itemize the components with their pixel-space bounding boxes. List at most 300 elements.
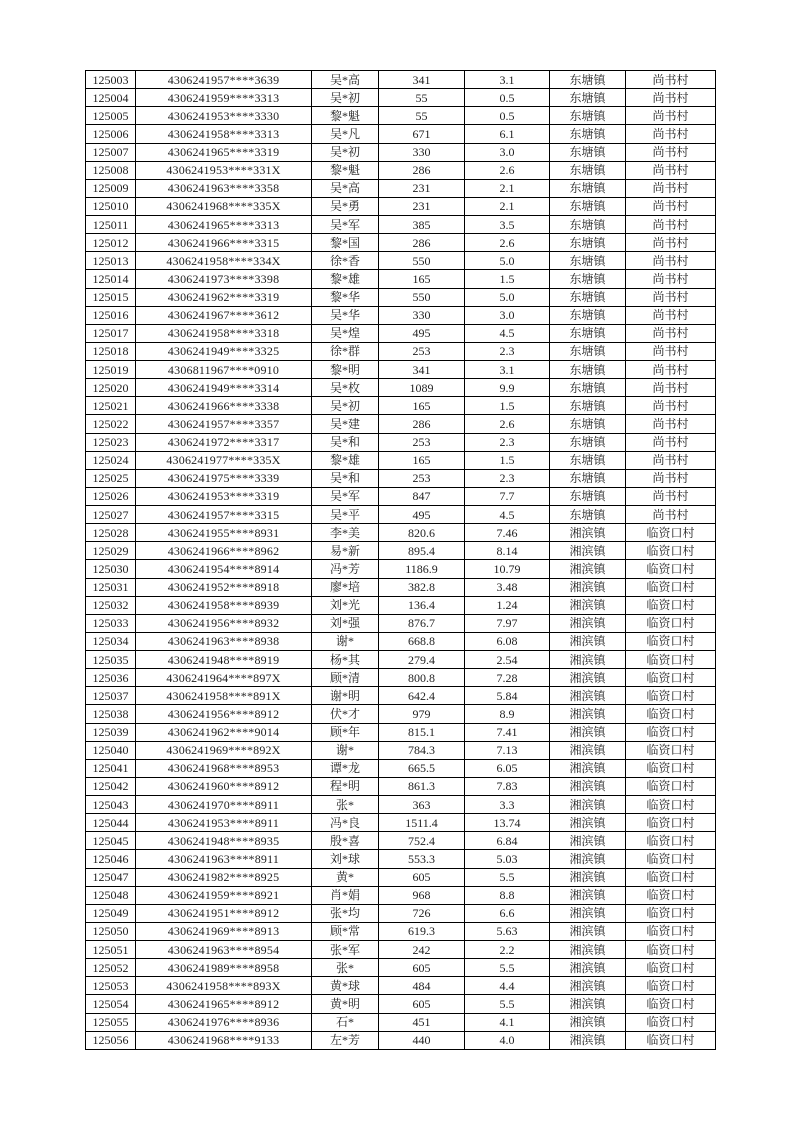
table-row: [86, 814, 716, 832]
table-row: [86, 669, 716, 687]
table-row: [86, 524, 716, 542]
cell-amount: 815.1: [379, 723, 465, 741]
cell-name: 黎*明: [312, 361, 379, 379]
cell-amount: 385: [379, 216, 465, 234]
cell-id-number: 4306241967****3612: [136, 306, 312, 324]
cell-id-number: 4306241969****892X: [136, 741, 312, 759]
cell-amount: 979: [379, 705, 465, 723]
cell-name: 吴*军: [312, 487, 379, 505]
table-body: [86, 71, 716, 1050]
cell-id-number: 4306241958****334X: [136, 252, 312, 270]
table-row: [86, 959, 716, 977]
cell-town: 湘滨镇: [550, 995, 626, 1013]
cell-amount: 165: [379, 451, 465, 469]
cell-rate: 4.4: [465, 977, 550, 995]
table-row: [86, 506, 716, 524]
cell-rate: 5.5: [465, 959, 550, 977]
cell-seq: 125054: [86, 995, 136, 1013]
cell-id-number: 4306241963****3358: [136, 179, 312, 197]
cell-village: 临资口村: [626, 542, 716, 560]
cell-village: 尚书村: [626, 288, 716, 306]
cell-seq: 125013: [86, 252, 136, 270]
cell-village: 尚书村: [626, 161, 716, 179]
cell-rate: 6.05: [465, 759, 550, 777]
cell-id-number: 4306241970****8911: [136, 796, 312, 814]
cell-seq: 125016: [86, 306, 136, 324]
cell-town: 湘滨镇: [550, 596, 626, 614]
cell-id-number: 4306241951****8912: [136, 904, 312, 922]
cell-rate: 1.24: [465, 596, 550, 614]
cell-rate: 6.84: [465, 832, 550, 850]
cell-town: 东塘镇: [550, 252, 626, 270]
cell-name: 徐*群: [312, 342, 379, 360]
cell-seq: 125053: [86, 977, 136, 995]
cell-name: 吴*和: [312, 433, 379, 451]
cell-name: 黎*雄: [312, 270, 379, 288]
cell-rate: 7.83: [465, 777, 550, 795]
cell-name: 殷*喜: [312, 832, 379, 850]
cell-name: 伏*才: [312, 705, 379, 723]
cell-seq: 125051: [86, 941, 136, 959]
cell-village: 临资口村: [626, 922, 716, 940]
cell-village: 尚书村: [626, 216, 716, 234]
table-row: [86, 632, 716, 650]
table-row: [86, 234, 716, 252]
cell-town: 东塘镇: [550, 361, 626, 379]
cell-seq: 125048: [86, 886, 136, 904]
cell-name: 黄*明: [312, 995, 379, 1013]
table-row: [86, 995, 716, 1013]
cell-name: 吴*高: [312, 71, 379, 89]
cell-name: 张*军: [312, 941, 379, 959]
cell-id-number: 4306241963****8954: [136, 941, 312, 959]
cell-village: 临资口村: [626, 632, 716, 650]
cell-id-number: 4306241954****8914: [136, 560, 312, 578]
table-row: [86, 868, 716, 886]
cell-seq: 125020: [86, 379, 136, 397]
cell-seq: 125014: [86, 270, 136, 288]
cell-village: 临资口村: [626, 596, 716, 614]
cell-id-number: 4306241958****3313: [136, 125, 312, 143]
cell-amount: 341: [379, 361, 465, 379]
cell-seq: 125055: [86, 1013, 136, 1031]
cell-id-number: 4306241957****3315: [136, 506, 312, 524]
cell-seq: 125015: [86, 288, 136, 306]
cell-name: 黎*魁: [312, 161, 379, 179]
cell-rate: 3.1: [465, 71, 550, 89]
cell-village: 临资口村: [626, 832, 716, 850]
cell-rate: 2.1: [465, 179, 550, 197]
cell-village: 尚书村: [626, 342, 716, 360]
cell-name: 谢*: [312, 741, 379, 759]
table-row: [86, 1031, 716, 1049]
cell-town: 湘滨镇: [550, 669, 626, 687]
cell-town: 东塘镇: [550, 469, 626, 487]
cell-town: 湘滨镇: [550, 1013, 626, 1031]
cell-id-number: 4306241958****893X: [136, 977, 312, 995]
cell-name: 徐*香: [312, 252, 379, 270]
cell-id-number: 4306241956****8932: [136, 614, 312, 632]
cell-id-number: 4306241960****8912: [136, 777, 312, 795]
cell-name: 谢*: [312, 632, 379, 650]
cell-id-number: 4306241957****3639: [136, 71, 312, 89]
cell-amount: 330: [379, 143, 465, 161]
cell-rate: 8.8: [465, 886, 550, 904]
cell-name: 吴*高: [312, 179, 379, 197]
cell-id-number: 4306241965****8912: [136, 995, 312, 1013]
cell-amount: 668.8: [379, 632, 465, 650]
cell-seq: 125018: [86, 342, 136, 360]
cell-town: 湘滨镇: [550, 941, 626, 959]
cell-seq: 125019: [86, 361, 136, 379]
cell-amount: 752.4: [379, 832, 465, 850]
cell-name: 吴*煌: [312, 324, 379, 342]
cell-seq: 125011: [86, 216, 136, 234]
cell-name: 吴*军: [312, 216, 379, 234]
cell-rate: 3.0: [465, 306, 550, 324]
cell-seq: 125012: [86, 234, 136, 252]
cell-town: 湘滨镇: [550, 922, 626, 940]
table-row: [86, 777, 716, 795]
cell-town: 东塘镇: [550, 197, 626, 215]
cell-village: 尚书村: [626, 451, 716, 469]
cell-amount: 495: [379, 506, 465, 524]
cell-id-number: 4306241956****8912: [136, 705, 312, 723]
table-row: [86, 342, 716, 360]
cell-seq: 125046: [86, 850, 136, 868]
cell-name: 黎*国: [312, 234, 379, 252]
records-table: [85, 70, 716, 1050]
cell-village: 尚书村: [626, 179, 716, 197]
cell-name: 谢*明: [312, 687, 379, 705]
cell-village: 尚书村: [626, 252, 716, 270]
cell-town: 湘滨镇: [550, 759, 626, 777]
cell-seq: 125003: [86, 71, 136, 89]
cell-town: 湘滨镇: [550, 904, 626, 922]
cell-seq: 125050: [86, 922, 136, 940]
cell-name: 左*芳: [312, 1031, 379, 1049]
cell-seq: 125032: [86, 596, 136, 614]
cell-village: 尚书村: [626, 361, 716, 379]
cell-amount: 242: [379, 941, 465, 959]
cell-id-number: 4306811967****0910: [136, 361, 312, 379]
cell-id-number: 4306241968****9133: [136, 1031, 312, 1049]
table-row: [86, 560, 716, 578]
cell-rate: 7.13: [465, 741, 550, 759]
cell-seq: 125049: [86, 904, 136, 922]
cell-rate: 9.9: [465, 379, 550, 397]
cell-seq: 125017: [86, 324, 136, 342]
cell-seq: 125034: [86, 632, 136, 650]
cell-amount: 619.3: [379, 922, 465, 940]
cell-id-number: 4306241966****3338: [136, 397, 312, 415]
cell-name: 刘*强: [312, 614, 379, 632]
cell-rate: 6.1: [465, 125, 550, 143]
cell-village: 尚书村: [626, 379, 716, 397]
cell-id-number: 4306241949****3325: [136, 342, 312, 360]
cell-amount: 495: [379, 324, 465, 342]
cell-id-number: 4306241972****3317: [136, 433, 312, 451]
cell-village: 临资口村: [626, 977, 716, 995]
cell-village: 临资口村: [626, 759, 716, 777]
table-row: [86, 361, 716, 379]
table-row: [86, 977, 716, 995]
cell-amount: 253: [379, 342, 465, 360]
cell-village: 临资口村: [626, 723, 716, 741]
cell-rate: 3.3: [465, 796, 550, 814]
cell-seq: 125026: [86, 487, 136, 505]
cell-amount: 286: [379, 234, 465, 252]
cell-town: 东塘镇: [550, 161, 626, 179]
cell-village: 临资口村: [626, 614, 716, 632]
table-row: [86, 614, 716, 632]
cell-amount: 382.8: [379, 578, 465, 596]
cell-seq: 125037: [86, 687, 136, 705]
cell-village: 尚书村: [626, 469, 716, 487]
cell-seq: 125005: [86, 107, 136, 125]
cell-rate: 5.0: [465, 288, 550, 306]
cell-village: 临资口村: [626, 741, 716, 759]
cell-village: 尚书村: [626, 71, 716, 89]
table-row: [86, 922, 716, 940]
cell-village: 尚书村: [626, 306, 716, 324]
table-row: [86, 89, 716, 107]
cell-id-number: 4306241958****891X: [136, 687, 312, 705]
cell-amount: 847: [379, 487, 465, 505]
cell-town: 湘滨镇: [550, 578, 626, 596]
cell-id-number: 4306241952****8918: [136, 578, 312, 596]
cell-rate: 2.6: [465, 161, 550, 179]
cell-amount: 876.7: [379, 614, 465, 632]
table-row: [86, 886, 716, 904]
table-row: [86, 705, 716, 723]
cell-amount: 784.3: [379, 741, 465, 759]
cell-town: 东塘镇: [550, 234, 626, 252]
cell-amount: 1511.4: [379, 814, 465, 832]
cell-amount: 55: [379, 107, 465, 125]
cell-id-number: 4306241976****8936: [136, 1013, 312, 1031]
cell-village: 尚书村: [626, 487, 716, 505]
cell-rate: 5.03: [465, 850, 550, 868]
table-row: [86, 796, 716, 814]
cell-seq: 125025: [86, 469, 136, 487]
cell-name: 吴*和: [312, 469, 379, 487]
cell-id-number: 4306241989****8958: [136, 959, 312, 977]
cell-seq: 125023: [86, 433, 136, 451]
cell-id-number: 4306241957****3357: [136, 415, 312, 433]
cell-village: 临资口村: [626, 705, 716, 723]
cell-amount: 800.8: [379, 669, 465, 687]
cell-town: 湘滨镇: [550, 705, 626, 723]
cell-town: 湘滨镇: [550, 687, 626, 705]
cell-amount: 642.4: [379, 687, 465, 705]
cell-id-number: 4306241958****8939: [136, 596, 312, 614]
cell-name: 吴*枚: [312, 379, 379, 397]
cell-town: 湘滨镇: [550, 850, 626, 868]
cell-name: 吴*初: [312, 143, 379, 161]
cell-village: 临资口村: [626, 524, 716, 542]
cell-amount: 1089: [379, 379, 465, 397]
cell-town: 东塘镇: [550, 107, 626, 125]
table-row: [86, 288, 716, 306]
cell-town: 东塘镇: [550, 342, 626, 360]
cell-amount: 484: [379, 977, 465, 995]
cell-name: 冯*芳: [312, 560, 379, 578]
cell-town: 湘滨镇: [550, 560, 626, 578]
cell-rate: 2.3: [465, 469, 550, 487]
table-row: [86, 125, 716, 143]
cell-seq: 125006: [86, 125, 136, 143]
cell-rate: 5.63: [465, 922, 550, 940]
cell-amount: 253: [379, 433, 465, 451]
cell-amount: 605: [379, 995, 465, 1013]
cell-rate: 4.5: [465, 506, 550, 524]
cell-name: 易*新: [312, 542, 379, 560]
cell-rate: 5.84: [465, 687, 550, 705]
cell-name: 黎*雄: [312, 451, 379, 469]
cell-village: 尚书村: [626, 89, 716, 107]
table-row: [86, 723, 716, 741]
table-row: [86, 578, 716, 596]
cell-seq: 125010: [86, 197, 136, 215]
cell-name: 张*均: [312, 904, 379, 922]
cell-id-number: 4306241959****8921: [136, 886, 312, 904]
cell-seq: 125044: [86, 814, 136, 832]
cell-town: 东塘镇: [550, 71, 626, 89]
cell-rate: 2.3: [465, 342, 550, 360]
table-row: [86, 850, 716, 868]
cell-town: 东塘镇: [550, 288, 626, 306]
cell-town: 东塘镇: [550, 125, 626, 143]
table-row: [86, 941, 716, 959]
cell-town: 东塘镇: [550, 487, 626, 505]
cell-amount: 231: [379, 197, 465, 215]
cell-village: 临资口村: [626, 959, 716, 977]
cell-town: 湘滨镇: [550, 814, 626, 832]
table-row: [86, 542, 716, 560]
cell-village: 临资口村: [626, 941, 716, 959]
cell-name: 杨*其: [312, 651, 379, 669]
cell-town: 东塘镇: [550, 306, 626, 324]
cell-village: 临资口村: [626, 904, 716, 922]
table-row: [86, 179, 716, 197]
cell-town: 湘滨镇: [550, 651, 626, 669]
cell-id-number: 4306241965****3313: [136, 216, 312, 234]
cell-id-number: 4306241975****3339: [136, 469, 312, 487]
cell-town: 湘滨镇: [550, 777, 626, 795]
cell-name: 冯*良: [312, 814, 379, 832]
cell-id-number: 4306241948****8935: [136, 832, 312, 850]
table-row: [86, 270, 716, 288]
table-row: [86, 451, 716, 469]
cell-town: 湘滨镇: [550, 741, 626, 759]
cell-id-number: 4306241966****3315: [136, 234, 312, 252]
cell-id-number: 4306241968****8953: [136, 759, 312, 777]
cell-rate: 1.5: [465, 270, 550, 288]
cell-rate: 2.2: [465, 941, 550, 959]
cell-rate: 5.0: [465, 252, 550, 270]
cell-name: 吴*勇: [312, 197, 379, 215]
cell-town: 东塘镇: [550, 379, 626, 397]
cell-id-number: 4306241963****8938: [136, 632, 312, 650]
cell-id-number: 4306241948****8919: [136, 651, 312, 669]
cell-seq: 125039: [86, 723, 136, 741]
cell-rate: 3.1: [465, 361, 550, 379]
cell-name: 顾*常: [312, 922, 379, 940]
cell-amount: 553.3: [379, 850, 465, 868]
table-row: [86, 415, 716, 433]
cell-name: 顾*清: [312, 669, 379, 687]
cell-town: 湘滨镇: [550, 796, 626, 814]
cell-name: 刘*球: [312, 850, 379, 868]
cell-rate: 3.0: [465, 143, 550, 161]
cell-village: 临资口村: [626, 560, 716, 578]
cell-id-number: 4306241949****3314: [136, 379, 312, 397]
cell-town: 湘滨镇: [550, 977, 626, 995]
cell-town: 东塘镇: [550, 433, 626, 451]
cell-rate: 2.6: [465, 415, 550, 433]
table-row: [86, 71, 716, 89]
cell-name: 吴*初: [312, 89, 379, 107]
cell-town: 东塘镇: [550, 216, 626, 234]
cell-id-number: 4306241969****8913: [136, 922, 312, 940]
cell-name: 黄*: [312, 868, 379, 886]
cell-rate: 4.1: [465, 1013, 550, 1031]
cell-id-number: 4306241953****8911: [136, 814, 312, 832]
cell-seq: 125031: [86, 578, 136, 596]
cell-seq: 125004: [86, 89, 136, 107]
cell-rate: 8.9: [465, 705, 550, 723]
cell-amount: 665.5: [379, 759, 465, 777]
cell-id-number: 4306241973****3398: [136, 270, 312, 288]
cell-id-number: 4306241955****8931: [136, 524, 312, 542]
cell-amount: 341: [379, 71, 465, 89]
cell-village: 临资口村: [626, 868, 716, 886]
cell-name: 肖*娟: [312, 886, 379, 904]
cell-amount: 861.3: [379, 777, 465, 795]
cell-seq: 125038: [86, 705, 136, 723]
cell-village: 尚书村: [626, 506, 716, 524]
cell-seq: 125028: [86, 524, 136, 542]
table-row: [86, 397, 716, 415]
cell-village: 尚书村: [626, 433, 716, 451]
cell-name: 廖*培: [312, 578, 379, 596]
cell-amount: 363: [379, 796, 465, 814]
cell-town: 东塘镇: [550, 270, 626, 288]
cell-village: 尚书村: [626, 324, 716, 342]
cell-village: 临资口村: [626, 850, 716, 868]
cell-name: 谭*龙: [312, 759, 379, 777]
cell-amount: 440: [379, 1031, 465, 1049]
cell-id-number: 4306241982****8925: [136, 868, 312, 886]
cell-seq: 125030: [86, 560, 136, 578]
table-row: [86, 143, 716, 161]
cell-amount: 286: [379, 161, 465, 179]
table-row: [86, 197, 716, 215]
cell-village: 临资口村: [626, 651, 716, 669]
table-row: [86, 324, 716, 342]
cell-rate: 7.41: [465, 723, 550, 741]
cell-amount: 726: [379, 904, 465, 922]
cell-village: 临资口村: [626, 1031, 716, 1049]
cell-rate: 2.3: [465, 433, 550, 451]
cell-rate: 3.48: [465, 578, 550, 596]
cell-seq: 125040: [86, 741, 136, 759]
table-row: [86, 306, 716, 324]
cell-village: 临资口村: [626, 777, 716, 795]
cell-name: 顾*年: [312, 723, 379, 741]
cell-name: 石*: [312, 1013, 379, 1031]
